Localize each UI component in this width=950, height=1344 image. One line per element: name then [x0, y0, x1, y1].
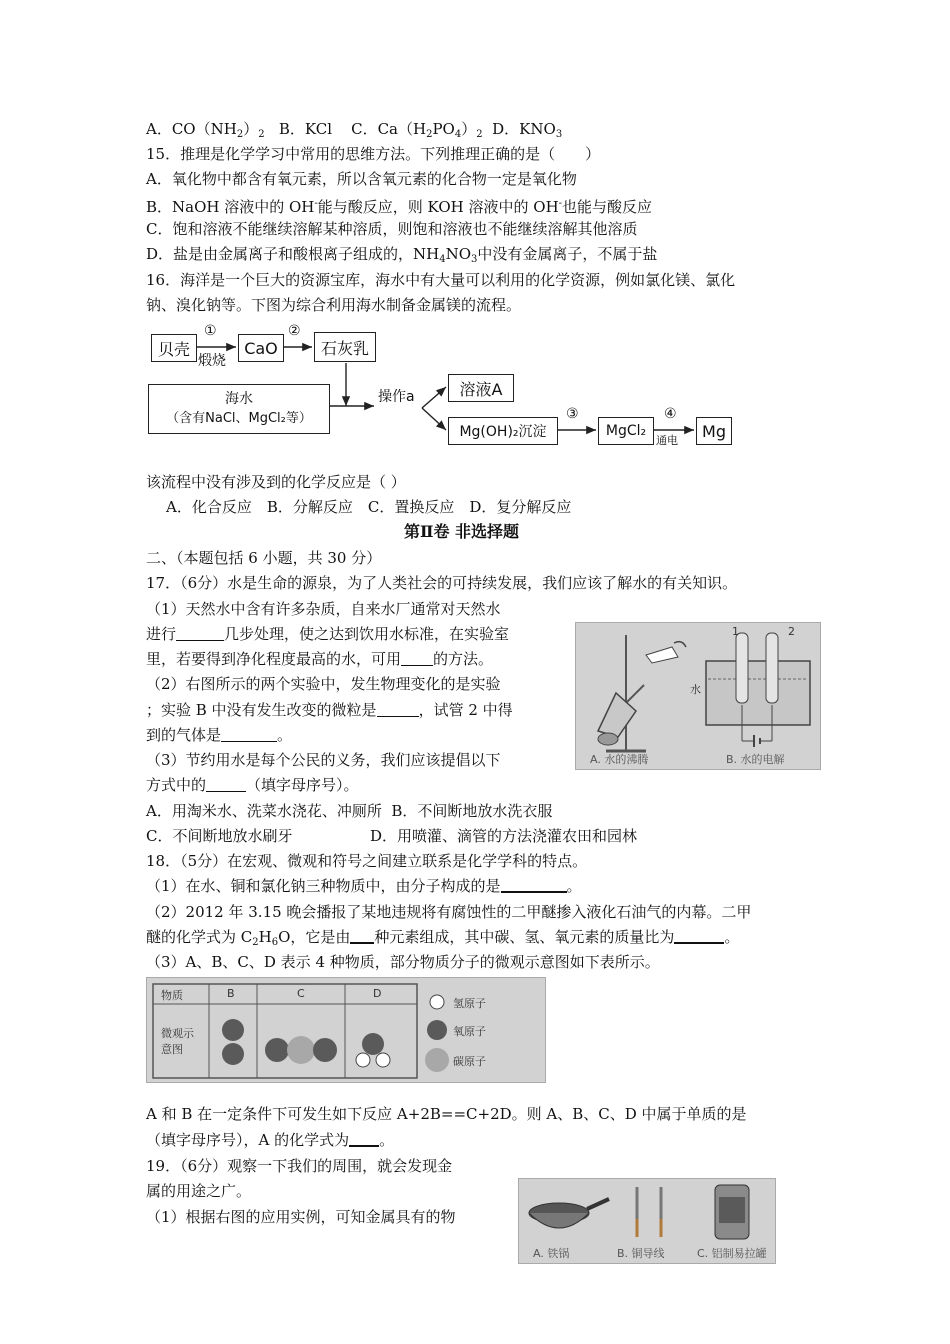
flow-step-2: ② [288, 323, 301, 339]
molecule-table-drawing [147, 978, 547, 1084]
q17-part1-line3: 里，若要得到净化程度最高的水，可用 的方法。 [146, 650, 494, 668]
q17-part2-line1: （2）右图所示的两个实验中，发生物理变化的是实验 [146, 675, 501, 693]
q16-question: 该流程中没有涉及到的化学反应是（ ） [146, 473, 406, 491]
q15-option-b: B．NaOH 溶液中的 OH-能与酸反应，则 KOH 溶液中的 OH-也能与酸反应 [146, 198, 653, 216]
flow-calcine-label: 煅烧 [198, 353, 226, 369]
q17-options-ab: A．用淘米水、洗菜水浇花、冲厕所 B．不间断地放水洗衣服 [146, 802, 553, 820]
q18-part2-line1: （2）2012 年 3.15 晚会播报了某地违规将有腐蚀性的二甲醚掺入液化石油气的内幕。二甲 [146, 903, 752, 921]
q17-part3-line2: 方式中的 （填字母序号）。 [146, 776, 359, 794]
q15-option-d: D．盐是由金属离子和酸根离子组成的，$NH_4NO_3$中没有金属离子，不属于盐 [146, 245, 658, 265]
fig-a-caption: A. 水的沸腾 [590, 753, 649, 766]
legend-hydrogen: 氢原子 [453, 997, 486, 1010]
answer-blank[interactable] [377, 702, 419, 717]
molecule-table-figure [146, 977, 546, 1083]
q18-stem: 18．（5分）在宏观、微观和符号之间建立联系是化学学科的特点。 [146, 852, 588, 870]
q18-part2-line2: 醚的化学式为 $C_2H_6O$，它是由 种元素组成，其中碳、氢、氧元素的质量比为 。 [146, 928, 740, 948]
magnesium-flow-diagram [146, 322, 736, 452]
water-label: 水 [690, 683, 701, 696]
table-header-substance: 物质 [161, 989, 183, 1002]
tube-1-label: 1 [732, 625, 739, 638]
answer-blank[interactable] [401, 651, 433, 666]
q15-stem: 15．推理是化学学习中常用的思维方法。下列推理正确的是（ ） [146, 145, 601, 163]
fig-wire-caption: B. 铜导线 [617, 1247, 665, 1260]
q19-stem-2: 属的用途之广。 [146, 1182, 252, 1200]
flow-step-1: ① [204, 323, 217, 339]
flow-seawater-label: 海水 [225, 391, 253, 407]
table-header-b: B [227, 987, 235, 1000]
q19-stem-1: 19．（6分）观察一下我们的周围，就会发现金 [146, 1157, 453, 1175]
flow-seawater [148, 384, 330, 434]
flow-mg-oh2-precipitate: Mg(OH)₂沉淀 [448, 417, 558, 445]
q18-part1: （1）在水、铜和氯化钠三种物质中，由分子构成的是 。 [146, 877, 582, 895]
water-experiments-drawing [576, 623, 822, 771]
q17-part1-line1: （1）天然水中含有许多杂质，自来水厂通常对天然水 [146, 600, 501, 618]
flow-step-4: ④ [664, 406, 677, 422]
answer-blank[interactable] [176, 626, 224, 641]
q16-stem-2: 钠、溴化钠等。下图为综合利用海水制备金属镁的流程。 [146, 296, 522, 314]
part2-intro: 二、（本题包括 6 小题，共 30 分） [146, 549, 382, 567]
q17-part2-line3: 到的气体是 。 [146, 726, 293, 744]
q17-option-d: D．用喷灌、滴管的方法浇灌农田和园林 [370, 827, 638, 845]
answer-blank[interactable] [206, 777, 246, 792]
q17-option-c: C．不间断地放水刷牙 [146, 827, 293, 845]
q14-options: A．$CO(NH_2)_2$ B．KCl C．$Ca(H_2PO_4)_2$ D．$KNO_3$ [146, 120, 563, 140]
metal-uses-figure [518, 1178, 776, 1264]
flow-seawater-note: （含有NaCl、MgCl₂等） [166, 411, 312, 426]
q17-part2-line2: ；实验 B 中没有发生改变的微粒是 ，试管 2 中得 [146, 701, 513, 719]
fig-can-caption: C. 铝制易拉罐 [697, 1247, 767, 1260]
tube-2-label: 2 [788, 625, 795, 638]
q16-options: A．化合反应 B．分解反应 C．置换反应 D．复分解反应 [166, 498, 572, 516]
q19-part1: （1）根据右图的应用实例，可知金属具有的物 [146, 1208, 456, 1226]
q17-part3-line1: （3）节约用水是每个公民的义务，我们应该提倡以下 [146, 751, 501, 769]
q15-option-a: A．氧化物中都含有氧元素，所以含氧元素的化合物一定是氧化物 [146, 170, 577, 188]
table-row-label: 微观示意图 [161, 1027, 194, 1056]
answer-blank[interactable] [674, 928, 724, 944]
part2-title: 第Ⅱ卷 非选择题 [404, 522, 520, 541]
q17-stem: 17．（6分）水是生命的源泉，为了人类社会的可持续发展，我们应该了解水的有关知识。 [146, 574, 738, 592]
flow-lime-milk: 石灰乳 [314, 332, 376, 362]
flow-cao: CaO [238, 334, 284, 362]
q18-part3: （3）A、B、C、D 表示 4 种物质，部分物质分子的微观示意图如下表所示。 [146, 953, 660, 971]
flow-mgcl2: MgCl₂ [598, 417, 654, 445]
table-header-c: C [297, 987, 305, 1000]
answer-blank[interactable] [349, 1131, 379, 1147]
table-header-d: D [373, 987, 382, 1000]
q18-part4-line1: A 和 B 在一定条件下可发生如下反应 A+2B==C+2D。则 A、B、C、D 中属于单质的是 [146, 1105, 747, 1123]
flow-step-3: ③ [566, 406, 579, 422]
fig-pan-caption: A. 铁锅 [533, 1247, 570, 1260]
answer-blank[interactable] [350, 928, 374, 944]
flow-solution-a: 溶液A [448, 374, 514, 402]
flow-operation-a: 操作a [378, 389, 415, 405]
q18-part4-line2: （填字母序号），A 的化学式为 。 [146, 1131, 395, 1149]
q15-option-c: C．饱和溶液不能继续溶解某种溶质，则饱和溶液也不能继续溶解其他溶质 [146, 220, 638, 238]
answer-blank[interactable] [221, 727, 277, 742]
legend-oxygen: 氧原子 [453, 1025, 486, 1038]
flow-electrify-label: 通电 [656, 434, 678, 447]
legend-carbon: 碳原子 [453, 1055, 486, 1068]
fig-b-caption: B. 水的电解 [726, 753, 785, 766]
flow-mg: Mg [696, 417, 732, 445]
q17-part1-line2: 进行 几步处理，使之达到饮用水标准，在实验室 [146, 625, 510, 643]
water-experiments-figure [575, 622, 821, 770]
flow-shell: 贝壳 [151, 334, 197, 362]
answer-blank[interactable] [501, 877, 567, 893]
q16-stem-1: 16．海洋是一个巨大的资源宝库，海水中有大量可以利用的化学资源，例如氯化镁、氯化 [146, 271, 736, 289]
